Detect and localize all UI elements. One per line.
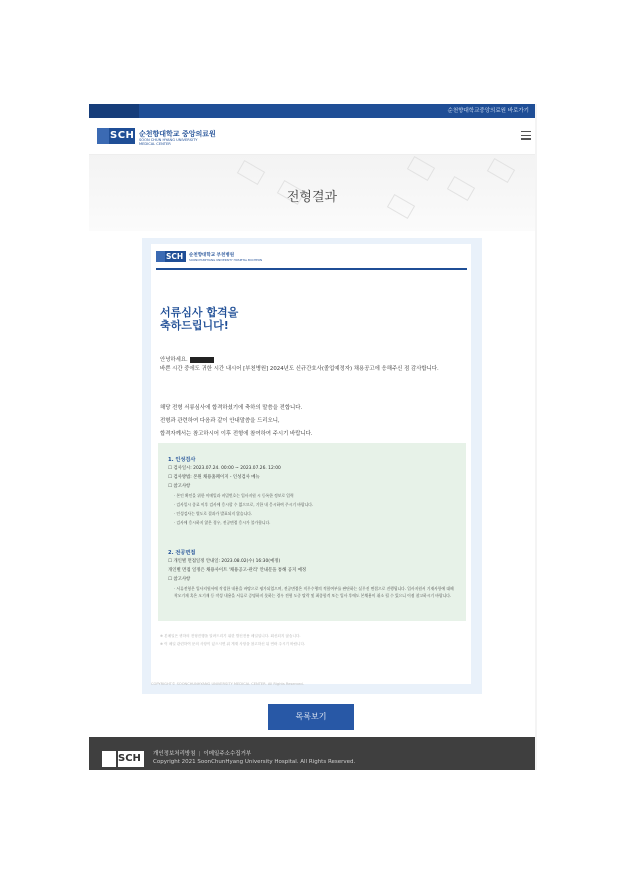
email-body <box>151 244 471 684</box>
list-button[interactable]: 목록보기 <box>268 704 354 730</box>
scrollbar-track[interactable] <box>535 104 537 770</box>
email-note: ※ 이 메일 관련하여 문의 사항이 있으시면 위 게재 사항을 참고하신 뒤 연락 주시기 바랍니다. <box>160 642 306 646</box>
site-footer <box>89 737 535 770</box>
guidance-box <box>158 443 466 621</box>
top-bar-accent <box>89 104 139 118</box>
paragraph-3: 합격자께서는 참고하시어 이후 전형에 참여하여 주시기 바랍니다. <box>160 431 313 437</box>
separator: | <box>198 751 201 757</box>
redacted-name <box>190 357 214 363</box>
test-note: · 검사에 응시하지 않은 경우, 전공면접 응시가 불가합니다. <box>174 520 271 525</box>
top-bar <box>89 104 535 118</box>
test-notes-label: ☐ 참고사항 <box>168 484 191 489</box>
test-note: · 검사일시 종료 이후 검사에 응시할 수 없으므로, 기한 내 응시하여 주시기 바랍니다. <box>174 502 314 507</box>
hexagon-decoration <box>237 160 265 185</box>
test-period: ☐ 검사일시: 2023.07.24. 00:00 ~ 2023.07.26. 12:00 <box>168 466 281 471</box>
section-title-interview: 2. 전공면접 <box>168 550 196 556</box>
email-refusal-link[interactable]: 이메일주소수집거부 <box>203 751 252 757</box>
email-logo-mark <box>156 251 165 262</box>
interview-notes-label: ☐ 참고사항 <box>168 577 191 582</box>
sch-logo[interactable] <box>97 128 135 144</box>
email-brand-name-en: SOONCHUNHYANG UNIVERSITY HOSPITAL BUCHEON <box>189 258 263 262</box>
privacy-policy-link[interactable]: 개인정보처리방침 <box>153 751 196 757</box>
interview-notice: 개인별 면접 일정은 채용사이트 '채용공고-관리' 안내문을 통해 공지 예정 <box>168 568 307 573</box>
site-header <box>89 118 535 155</box>
section-title-personality-test: 1. 인성검사 <box>168 457 196 463</box>
brand-name-en-line2: MEDICAL CENTER <box>139 142 171 146</box>
email-brand-name: 순천향대학교 부천병원 <box>189 253 235 258</box>
interview-note: · 서류전형은 입사지원서에 작성한 내용을 바탕으로 평가되었으며, 전공면접은 직무수행의 적합여부를 판단하는 실무진 면접으로 진행됩니다. 입사지원서 기재사항에 대해 착오기재 혹은 오기재 등 작성 내용을 서류로 증명하지 못하는 경우 전형 도중 탈락 및 최종합격 또는 입사 후에도 본채용이 취소 될 수 있으니 이점 참고하시기 바랍니다. <box>174 586 454 598</box>
paragraph-2: 전형과 관련하여 다음과 같이 안내말씀을 드리오니, <box>160 418 280 424</box>
email-copyright: COPYRIGHT© SOONCHUNHYANG UNIVERSITY MEDICAL CENTER. All Rights Reserved. <box>151 682 304 686</box>
logo-text: SCH <box>110 130 135 141</box>
hexagon-decoration <box>407 156 435 181</box>
divider <box>156 268 467 270</box>
brand-name-en-line1: SOON CHUN HYANG UNIVERSITY <box>139 138 198 142</box>
brand-name-ko: 순천향대학교 중앙의료원 <box>139 130 216 138</box>
test-note: · 인성검사는 별도로 결과가 발표되지 않습니다. <box>174 511 253 516</box>
footer-copyright: Copyright 2021 SoonChunHyang University Hospital. All Rights Reserved. <box>153 759 356 765</box>
email-logo-text: SCH <box>166 252 184 261</box>
footer-logo <box>102 751 144 767</box>
page-title: 전형결과 <box>286 190 338 205</box>
test-note: · 본인 확인을 위한 이메일과 비밀번호는 입사지원 시 등록한 정보로 입력 <box>174 493 294 498</box>
greeting-text: 안녕하세요. <box>160 357 188 363</box>
footer-logo-mark <box>102 751 118 767</box>
email-note: ※ 본메일은 귀하의 전형진행을 알려드리기 위한 발신전용 메일입니다. 회신되지 않습니다. <box>160 634 301 638</box>
test-method: ☐ 검사방법: 본원 채용홈페이지 - 인성검사 메뉴 <box>168 475 260 480</box>
brand-name-en <box>139 138 209 146</box>
logo-mark <box>97 128 109 144</box>
footer-logo-text: SCH <box>118 753 141 764</box>
interview-date: ☐ 개인별 면접일정 안내일: 2023.08.02(수) 16:30(예정) <box>168 559 281 564</box>
hexagon-decoration <box>487 158 515 183</box>
headline-line1: 서류심사 합격을 <box>160 306 239 319</box>
result-email-card <box>142 238 482 694</box>
medical-center-link[interactable]: 순천향대학교중앙의료원 바로가기 <box>447 108 529 114</box>
intro-text: 바쁜 시간 중에도 귀한 시간 내시어 [부천병원] 2024년도 신규간호사(졸업예정자) 채용공고에 응해주신 점 감사합니다. <box>160 366 439 372</box>
greeting <box>160 356 466 365</box>
paragraph-1: 해당 전형 서류심사에 합격하셨기에 축하의 말씀을 전합니다. <box>160 405 303 411</box>
page-hero <box>89 155 535 231</box>
email-logo <box>156 251 186 262</box>
page <box>89 104 535 770</box>
footer-links <box>153 749 251 757</box>
headline-line2: 축하드립니다! <box>160 319 229 332</box>
congrats-headline <box>160 306 360 332</box>
hamburger-menu-icon[interactable] <box>521 131 531 140</box>
